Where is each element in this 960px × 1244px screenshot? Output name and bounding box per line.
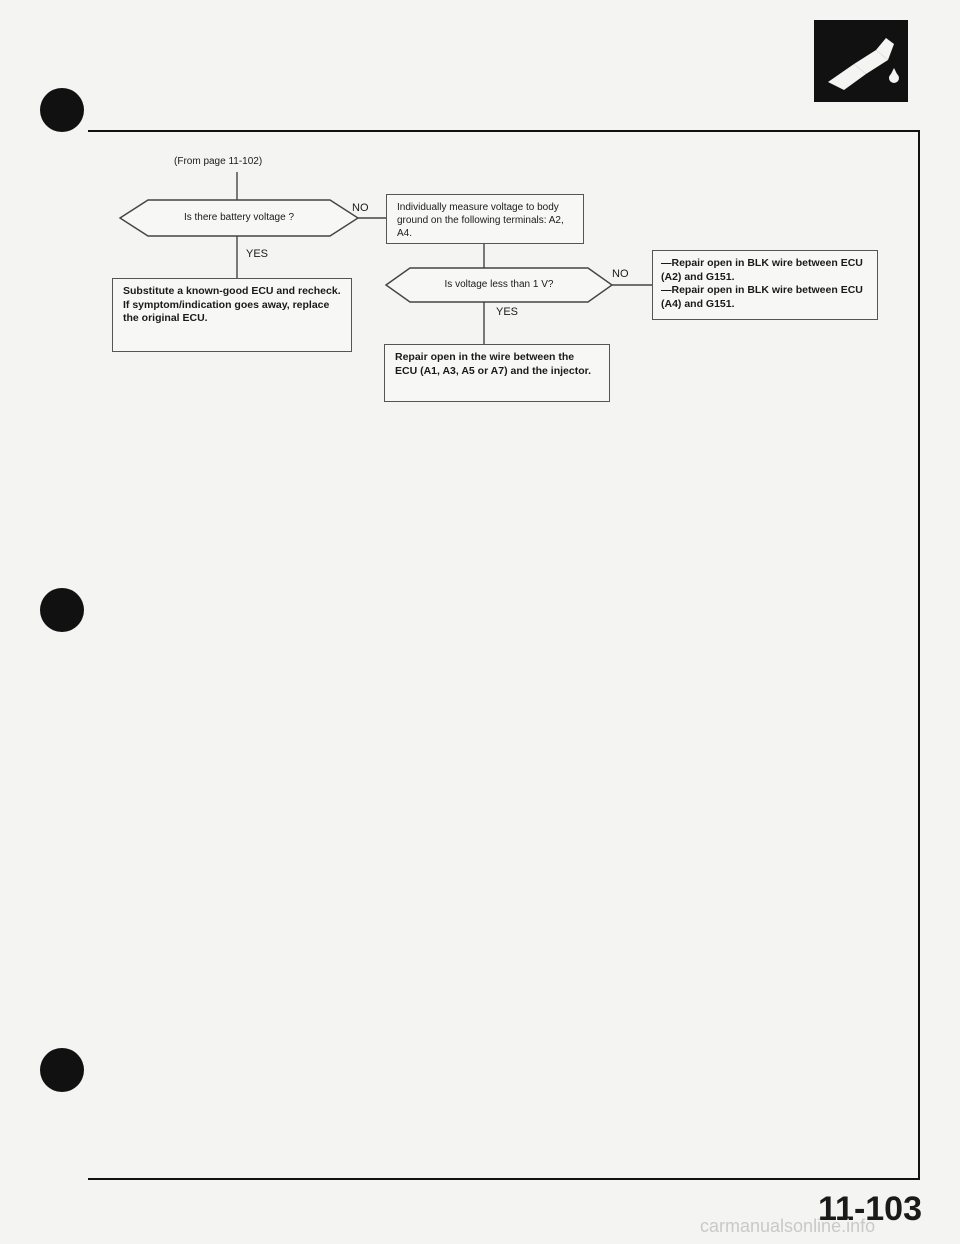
q2-no-label: NO (612, 268, 629, 280)
repair-blk-wire-box (652, 250, 878, 320)
page-number: 11-103 (818, 1190, 922, 1228)
question-voltage-less-than-1v: Is voltage less than 1 V? (444, 279, 554, 290)
q1-yes-label: YES (246, 248, 269, 260)
substitute-ecu-box: Substitute a known-good ECU and recheck. If symptom/indication goes away, replace the original ECU. (112, 278, 352, 352)
measure-voltage-box: Individually measure voltage to body ground on the following terminals: A2, A4. (386, 194, 584, 244)
q1-no-label: NO (352, 202, 369, 214)
repair-blk-line-2: —Repair open in BLK wire between ECU (A4) and G151. (661, 284, 863, 310)
repair-injector-wire-box: Repair open in the wire between the ECU (A1, A3, A5 or A7) and the injector. (384, 344, 610, 402)
question-battery-voltage: Is there battery voltage ? (183, 212, 295, 223)
from-page-ref: (From page 11-102) (174, 156, 263, 167)
watermark: carmanualsonline.info (700, 1216, 876, 1236)
q2-yes-label: YES (496, 306, 519, 318)
repair-blk-line-1: —Repair open in BLK wire between ECU (A2) and G151. (661, 257, 863, 283)
